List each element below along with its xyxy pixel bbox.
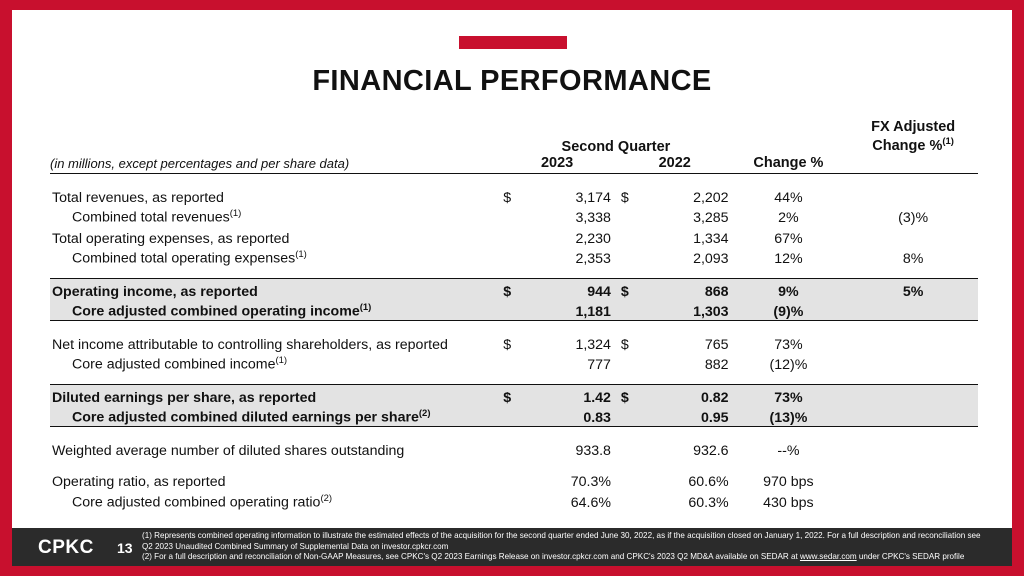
row-label [50, 490, 503, 511]
row-currency-2022 [621, 353, 646, 374]
spacer-cell [611, 332, 621, 353]
row-currency-2022: $ [621, 385, 646, 406]
row-change: 73% [729, 385, 849, 406]
row-fx [848, 385, 978, 406]
row-currency-2022: $ [620, 189, 629, 206]
row-currency-2022 [621, 300, 646, 321]
row-change: 430 bps [763, 494, 814, 511]
header-year-2022: 2022 [658, 155, 691, 172]
row-change: 970 bps [763, 474, 814, 491]
row-footnote-marker: (1) [359, 302, 372, 314]
row-value-2022: 1,334 [693, 230, 729, 247]
row-label-text: Core adjusted combined income [72, 357, 276, 374]
row-currency-2023: $ [503, 279, 528, 300]
row-fx [848, 438, 978, 459]
table-row [50, 490, 978, 511]
footnote-1: (1) Represents combined operating information to illustrate the estimated effects of the acquisition for the second quarter ended June 30, 2022, as if the acquisition closed on January 1, 2022. For a full description and reconciliation see Q2 2023 Unaudited Combined Summary of Supplemental Data on investor.cpkcr.com [142, 531, 981, 551]
table-row [50, 332, 978, 353]
header-fx-line1: FX Adjusted [871, 119, 956, 135]
row-value-2023: 0.83 [528, 406, 611, 427]
row-value-2023: 1,324 [575, 336, 611, 353]
row-value-2023: 1.42 [528, 385, 611, 406]
row-value-2022: 60.6% [688, 474, 729, 491]
row-fx [848, 300, 978, 321]
empty-cell [848, 155, 978, 171]
spacer-row [50, 373, 978, 385]
row-label-text: Weighted average number of diluted shares outstanding [52, 442, 405, 459]
table-header-row [50, 155, 978, 171]
row-value-2022: 882 [704, 357, 729, 374]
spacer-row [50, 427, 978, 439]
row-label-text: Total operating expenses, as reported [52, 230, 290, 247]
slide-footer [12, 528, 1012, 566]
row-value-2022: 0.82 [646, 385, 729, 406]
empty-cell [729, 118, 849, 155]
row-footnote-marker: (2) [320, 492, 333, 504]
row-value-2023: 1,181 [528, 300, 611, 321]
row-label-text: Core adjusted combined diluted earnings per share [72, 410, 419, 427]
row-value-2023: 2,230 [575, 230, 611, 247]
spacer-cell [611, 300, 621, 321]
spacer-cell [611, 438, 621, 459]
row-fx: 5% [848, 279, 978, 300]
row-currency-2023 [503, 438, 528, 459]
row-change: (13)% [729, 406, 849, 427]
row-value-2022: 765 [704, 336, 729, 353]
row-change: (9)% [729, 300, 849, 321]
footnote-2-pre: (2) For a full description and reconciliation of Non-GAAP Measures, see CPKC's Q2 2023 Earnings Release on investor.cpkcr.com and CPKC's 2023 Q2 MD&A available on SEDAR at [142, 552, 800, 562]
row-footnote-marker: (1) [275, 355, 288, 367]
row-currency-2023 [503, 247, 528, 268]
row-label-text: Core adjusted combined operating income [72, 304, 360, 321]
header-fx-adjusted [848, 118, 978, 155]
empty-cell [50, 118, 503, 155]
row-fx [848, 332, 978, 353]
row-footnote-marker: (1) [295, 249, 307, 261]
page-number: 13 [117, 540, 133, 556]
row-value-2023: 70.3% [570, 474, 611, 491]
row-label [50, 438, 503, 459]
row-change: --% [777, 442, 800, 459]
row-value-2022: 0.95 [646, 406, 729, 427]
row-value-2022: 932.6 [693, 442, 729, 459]
table-row-highlight [50, 385, 978, 406]
row-fx [848, 470, 978, 491]
row-label-text: Combined total operating expenses [72, 251, 296, 268]
row-label [50, 332, 503, 353]
row-fx [848, 185, 978, 206]
accent-bar [459, 36, 567, 49]
row-label-text: Net income attributable to controlling shareholders, as reported [52, 336, 448, 353]
footnotes [142, 531, 992, 563]
row-fx [848, 353, 978, 374]
header-year-2023: 2023 [540, 155, 574, 172]
spacer-cell [611, 470, 621, 491]
table-row [50, 206, 978, 227]
row-currency-2022 [621, 206, 646, 227]
row-fx [848, 406, 978, 427]
table-row [50, 470, 978, 491]
row-fx [848, 226, 978, 247]
row-label [50, 300, 503, 321]
row-currency-2023: $ [503, 189, 512, 206]
page-title: FINANCIAL PERFORMANCE [312, 65, 712, 97]
spacer-cell [50, 267, 978, 279]
spacer-cell [50, 174, 978, 186]
row-currency-2023 [503, 353, 528, 374]
row-currency-2022 [621, 470, 646, 491]
table-row [50, 185, 978, 206]
empty-cell [611, 155, 621, 171]
row-value-2022: 2,093 [693, 251, 729, 268]
row-currency-2023: $ [503, 336, 512, 353]
row-currency-2022: $ [621, 279, 646, 300]
row-value-2022: 868 [646, 279, 729, 300]
row-currency-2022: $ [620, 336, 629, 353]
row-currency-2023 [503, 226, 528, 247]
table-row [50, 247, 978, 268]
footnote-2-post: under CPKC's SEDAR profile [856, 552, 965, 562]
row-label [50, 206, 503, 227]
row-currency-2023 [503, 490, 528, 511]
row-label [50, 185, 503, 206]
row-label [50, 226, 503, 247]
row-change: (12)% [769, 357, 808, 374]
row-fx [848, 490, 978, 511]
row-label-text: Combined total revenues [72, 210, 230, 227]
row-fx: (3)% [898, 210, 929, 227]
spacer-cell [611, 406, 621, 427]
header-fx-footnote-marker: (1) [942, 136, 954, 148]
row-currency-2023 [503, 406, 528, 427]
row-currency-2022 [621, 226, 646, 247]
spacer-cell [611, 279, 621, 300]
row-currency-2022 [621, 406, 646, 427]
table-row [50, 438, 978, 459]
table-row [50, 226, 978, 247]
spacer-row [50, 267, 978, 279]
row-value-2023: 944 [528, 279, 611, 300]
row-value-2023: 777 [587, 357, 611, 374]
table-row-highlight [50, 300, 978, 321]
row-label-text: Diluted earnings per share, as reported [52, 389, 317, 406]
row-label [50, 279, 503, 300]
row-value-2023: 933.8 [575, 442, 611, 459]
row-currency-2022 [621, 247, 646, 268]
row-change: 9% [729, 279, 849, 300]
row-change: 44% [774, 189, 803, 206]
spacer-cell [611, 185, 621, 206]
spacer-row [50, 174, 978, 186]
row-label [50, 470, 503, 491]
row-label-text: Core adjusted combined operating ratio [72, 494, 321, 511]
row-currency-2023 [503, 206, 528, 227]
slide [12, 10, 1012, 566]
header-second-quarter: Second Quarter [561, 139, 671, 156]
spacer-cell [50, 373, 978, 385]
financial-table-wrapper [50, 118, 978, 511]
spacer-row [50, 459, 978, 470]
row-value-2023: 3,338 [575, 210, 611, 227]
row-label [50, 385, 503, 406]
row-value-2023: 64.6% [570, 494, 611, 511]
spacer-row [50, 321, 978, 333]
row-label-text: Operating income, as reported [52, 283, 258, 300]
sedar-link[interactable]: www.sedar.com [799, 552, 857, 562]
row-value-2022: 60.3% [688, 494, 729, 511]
row-value-2023: 3,174 [575, 189, 611, 206]
financial-table [50, 118, 978, 511]
header-fx-line2: Change % [872, 137, 943, 154]
table-caption: (in millions, except percentages and per share data) [50, 156, 350, 172]
row-footnote-marker: (2) [418, 408, 431, 420]
table-row-highlight [50, 406, 978, 427]
row-currency-2023 [503, 470, 528, 491]
row-label [50, 406, 503, 427]
table-row-highlight [50, 279, 978, 300]
spacer-cell [611, 385, 621, 406]
spacer-cell [611, 490, 621, 511]
table-row [50, 353, 978, 374]
row-change: 73% [774, 336, 803, 353]
row-label-text: Operating ratio, as reported [52, 474, 226, 491]
row-footnote-marker: (1) [229, 208, 242, 220]
row-currency-2023: $ [503, 385, 528, 406]
spacer-cell [611, 247, 621, 268]
row-value-2022: 2,202 [693, 189, 729, 206]
row-fx: 8% [902, 251, 924, 268]
spacer-cell [611, 226, 621, 247]
spacer-cell [50, 321, 978, 333]
spacer-cell [50, 459, 978, 470]
spacer-cell [611, 206, 621, 227]
row-value-2022: 3,285 [693, 210, 729, 227]
row-value-2023: 2,353 [575, 251, 611, 268]
row-label-text: Total revenues, as reported [52, 189, 224, 206]
cpkc-logo: CPKC [38, 537, 94, 558]
row-currency-2022 [621, 438, 646, 459]
row-currency-2022 [621, 490, 646, 511]
table-header-group-row [50, 118, 978, 155]
spacer-cell [611, 353, 621, 374]
row-change: 67% [774, 230, 803, 247]
footnote-2 [142, 552, 992, 563]
header-change-percent: Change % [753, 155, 824, 172]
row-label [50, 353, 503, 374]
spacer-cell [50, 427, 978, 439]
row-change: 2% [778, 210, 799, 227]
row-change: 12% [774, 251, 803, 268]
row-currency-2023 [503, 300, 528, 321]
row-value-2022: 1,303 [646, 300, 729, 321]
row-label [50, 247, 503, 268]
